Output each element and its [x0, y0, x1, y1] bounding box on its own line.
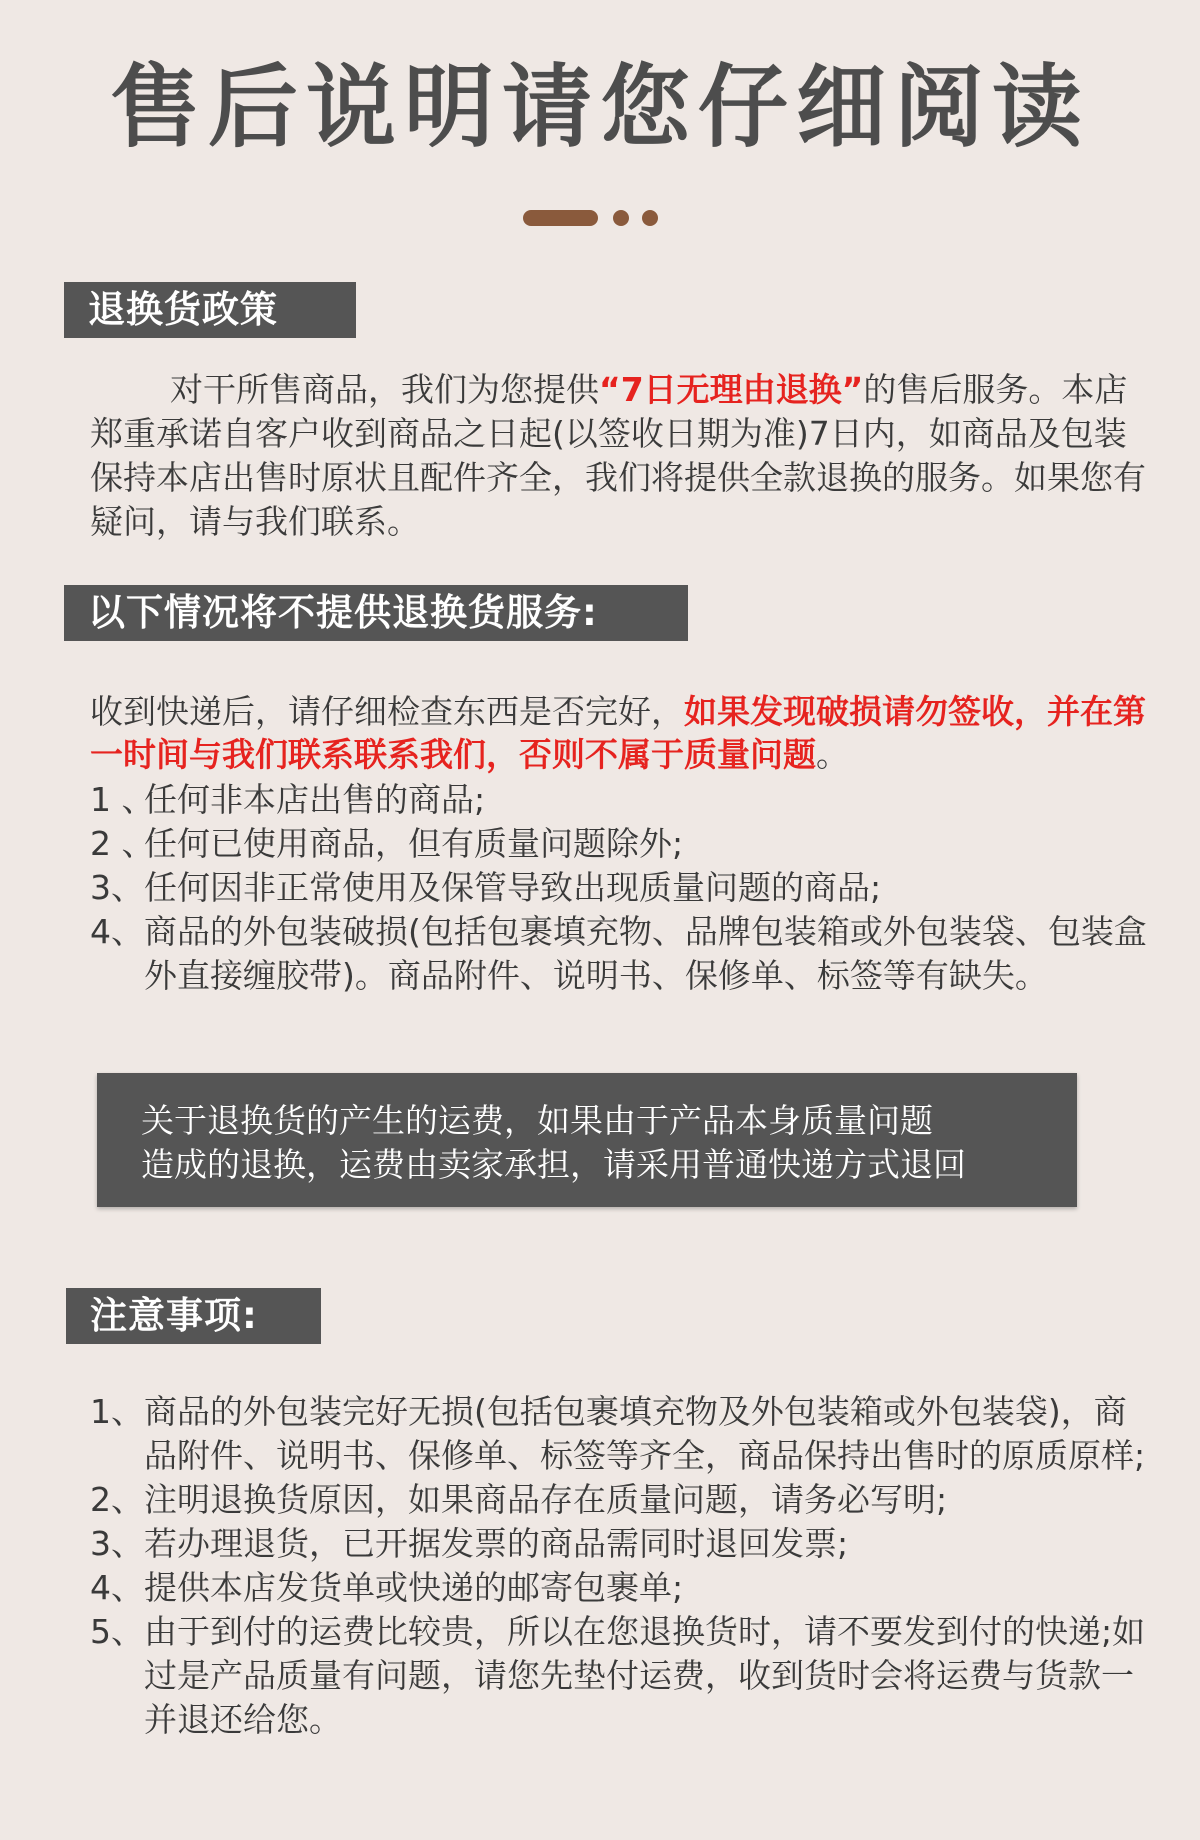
list-item-text: 提供本店发货单或快递的邮寄包裹单;: [144, 1568, 684, 1607]
list-item-number: 2、: [90, 1480, 144, 1519]
list-item-text: 商品的外包装完好无损(包括包裹填充物及外包装箱或外包装袋)，商品附件、说明书、保修单、标签等齐全，商品保持出售时的原质原样;: [144, 1392, 1146, 1475]
policy-text-before: 对干所售商品，我们为您提供: [170, 370, 599, 409]
notes-list: [90, 1390, 1150, 1742]
list-item-text: 若办理退货，已开据发票的商品需同时退回发票;: [144, 1524, 849, 1563]
list-item: [90, 822, 1150, 866]
list-item-number: 5、: [90, 1612, 144, 1651]
list-item-number: 2 、: [90, 824, 155, 863]
list-item-number: 1、: [90, 1392, 144, 1431]
list-item: [90, 1478, 1150, 1522]
list-item: [90, 910, 1150, 998]
list-item: [90, 1390, 1150, 1478]
shipping-fee-note: [97, 1073, 1077, 1207]
list-item-number: 4、: [90, 912, 144, 951]
page-title: 售后说明请您仔细阅读: [110, 55, 1090, 160]
list-item: [90, 1610, 1150, 1742]
list-item-number: 3、: [90, 1524, 144, 1563]
exclusions-list: [90, 778, 1150, 998]
list-item-text: 注明退换货原因，如果商品存在质量问题，请务必写明;: [144, 1480, 948, 1519]
list-item: [90, 866, 1150, 910]
divider-dot: [613, 210, 629, 226]
list-item-text: 任何非本店出售的商品;: [144, 780, 486, 819]
list-item: [90, 1566, 1150, 1610]
list-item-number: 1 、: [90, 780, 155, 819]
divider-bar: [523, 210, 598, 226]
divider-dot: [642, 210, 658, 226]
list-item-number: 3、: [90, 868, 144, 907]
return-policy-text: [90, 368, 1150, 544]
intro-text-before: 收到快递后，请仔细检查东西是否完好，: [90, 692, 684, 731]
list-item: [90, 1522, 1150, 1566]
list-item-text: 由于到付的运费比较贵，所以在您退换货时，请不要发到付的快递;如过是产品质量有问题，请您先垫付运费，收到货时会将运费与货款一并退还给您。: [144, 1612, 1146, 1739]
section-heading-notes: 注意事项:: [66, 1288, 321, 1344]
list-item-text: 商品的外包装破损(包括包裹填充物、品牌包装箱或外包装袋、包装盒外直接缠胶带)。商品附件、说明书、保修单、标签等有缺失。: [144, 912, 1147, 995]
list-item: [90, 778, 1150, 822]
list-item-number: 4、: [90, 1568, 144, 1607]
list-item-text: 任何已使用商品，但有质量问题除外;: [144, 824, 684, 863]
section-heading-return-policy: 退换货政策: [64, 282, 356, 338]
intro-highlight: 如果发现破损请勿签收，并在第一时间与我们联系联系我们，否则不属于质量问题: [90, 692, 1146, 774]
policy-text-after: 的售后服务。本店郑重承诺自客户收到商品之日起(以签收日期为准)7日内，如商品及包装保持本店出售时原状且配件齐全，我们将提供全款退换的服务。如果您有疑问，请与我们联系。: [90, 370, 1146, 541]
note-line: 关于退换货的产生的运费，如果由于产品本身质量问题: [141, 1101, 933, 1140]
policy-highlight: “7日无理由退换”: [599, 370, 864, 409]
intro-text-after: 。: [816, 735, 849, 774]
exclusions-intro: [90, 690, 1150, 776]
list-item-text: 任何因非正常使用及保管导致出现质量问题的商品;: [144, 868, 882, 907]
section-heading-exclusions: 以下情况将不提供退换货服务:: [64, 585, 688, 641]
note-line: 造成的退换，运费由卖家承担，请采用普通快递方式退回: [141, 1145, 966, 1184]
